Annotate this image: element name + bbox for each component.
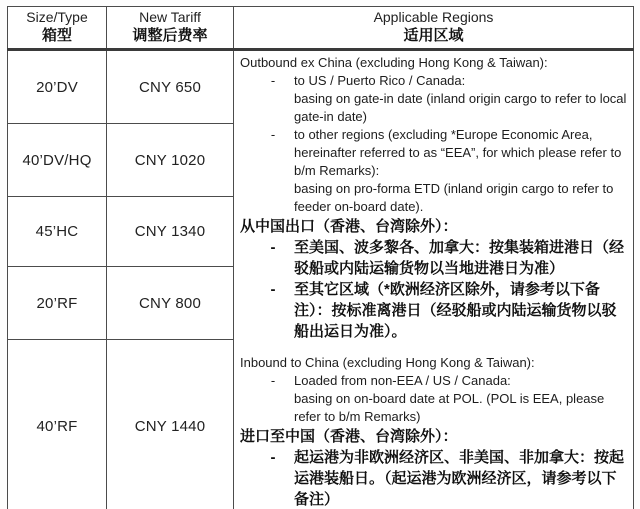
- outbound-title-en: Outbound ex China (excluding Hong Kong & Taiwan):: [240, 55, 548, 70]
- bullet-dash: -: [270, 127, 276, 142]
- inbound-title-zh: 进口至中国（香港、台湾除外）：: [240, 428, 458, 445]
- col-header-new-tariff-en: New Tariff: [139, 9, 201, 25]
- outbound-bullet-us: [240, 72, 629, 126]
- col-header-size-type-en: Size/Type: [26, 9, 88, 25]
- inbound-bullet-noneea-body: basing on on-board date at POL. (POL is EEA, please refer to b/m Remarks): [294, 391, 605, 424]
- bullet-dash: -: [270, 281, 276, 298]
- applicable-regions-cell: [234, 50, 634, 509]
- inbound-title-en: Inbound to China (excluding Hong Kong & Taiwan):: [240, 355, 535, 370]
- tariff-table: [7, 6, 634, 509]
- bullet-dash: -: [270, 239, 276, 256]
- tariff-cell-40rf: CNY 1440: [107, 340, 234, 509]
- col-header-size-type: [8, 7, 107, 50]
- tariff-cell-45hc: CNY 1340: [107, 197, 234, 267]
- col-header-applicable-regions-en: Applicable Regions: [373, 9, 494, 25]
- size-cell-20dv: 20’DV: [8, 50, 107, 124]
- size-cell-20rf: 20’RF: [8, 267, 107, 340]
- col-header-applicable-regions-zh: 适用区域: [403, 27, 464, 44]
- header-row: [8, 7, 634, 50]
- outbound-bullet-us-zh-text: 至美国、波多黎各、加拿大：按集装箱进港日（经驳船或内陆运输货物以当地进港日为准）: [294, 239, 625, 277]
- size-cell-40rf: 40’RF: [8, 340, 107, 509]
- outbound-bullet-us-zh: [240, 237, 629, 279]
- bullet-dash: -: [270, 373, 276, 388]
- tariff-cell-20rf: CNY 800: [107, 267, 234, 340]
- outbound-bullet-other: [240, 126, 629, 216]
- tariff-cell-40dvhq: CNY 1020: [107, 124, 234, 197]
- inbound-bullet-noneea-head: Loaded from non-EEA / US / Canada:: [294, 373, 511, 388]
- col-header-applicable-regions: [234, 7, 634, 50]
- outbound-bullet-us-head: to US / Puerto Rico / Canada:: [294, 73, 466, 88]
- bullet-dash: -: [270, 449, 276, 466]
- size-cell-40dvhq: 40’DV/HQ: [8, 124, 107, 197]
- outbound-bullet-other-zh: [240, 279, 629, 342]
- outbound-title-zh: 从中国出口（香港、台湾除外）：: [240, 218, 458, 235]
- inbound-bullet-noneea-zh: [240, 447, 629, 509]
- size-cell-45hc: 45’HC: [8, 197, 107, 267]
- col-header-new-tariff-zh: 调整后费率: [132, 27, 208, 44]
- bullet-dash: -: [270, 73, 276, 88]
- outbound-bullet-other-head: to other regions (excluding *Europe Economic Area, hereinafter referred to as “EEA”, for which please refer to b/m Remarks):: [294, 127, 622, 178]
- col-header-size-type-zh: 箱型: [41, 27, 72, 44]
- outbound-bullet-us-body: basing on gate-in date (inland origin cargo to refer to local gate-in date): [294, 91, 627, 124]
- inbound-bullet-noneea-zh-text: 起运港为非欧洲经济区、非美国、非加拿大：按起运港装船日。（起运港为欧洲经济区，请参考以下备注）: [294, 449, 625, 508]
- inbound-bullet-noneea: [240, 372, 629, 426]
- table-row-20dv: [8, 50, 634, 124]
- tariff-cell-20dv: CNY 650: [107, 50, 234, 124]
- outbound-bullet-other-body: basing on pro-forma ETD (inland origin cargo to refer to feeder on-board date).: [294, 181, 614, 214]
- col-header-new-tariff: [107, 7, 234, 50]
- outbound-bullet-other-zh-text: 至其它区域（*欧洲经济区除外，请参考以下备注）：按标准离港日（经驳船或内陆运输货物以驳船出运日为准）。: [294, 281, 617, 340]
